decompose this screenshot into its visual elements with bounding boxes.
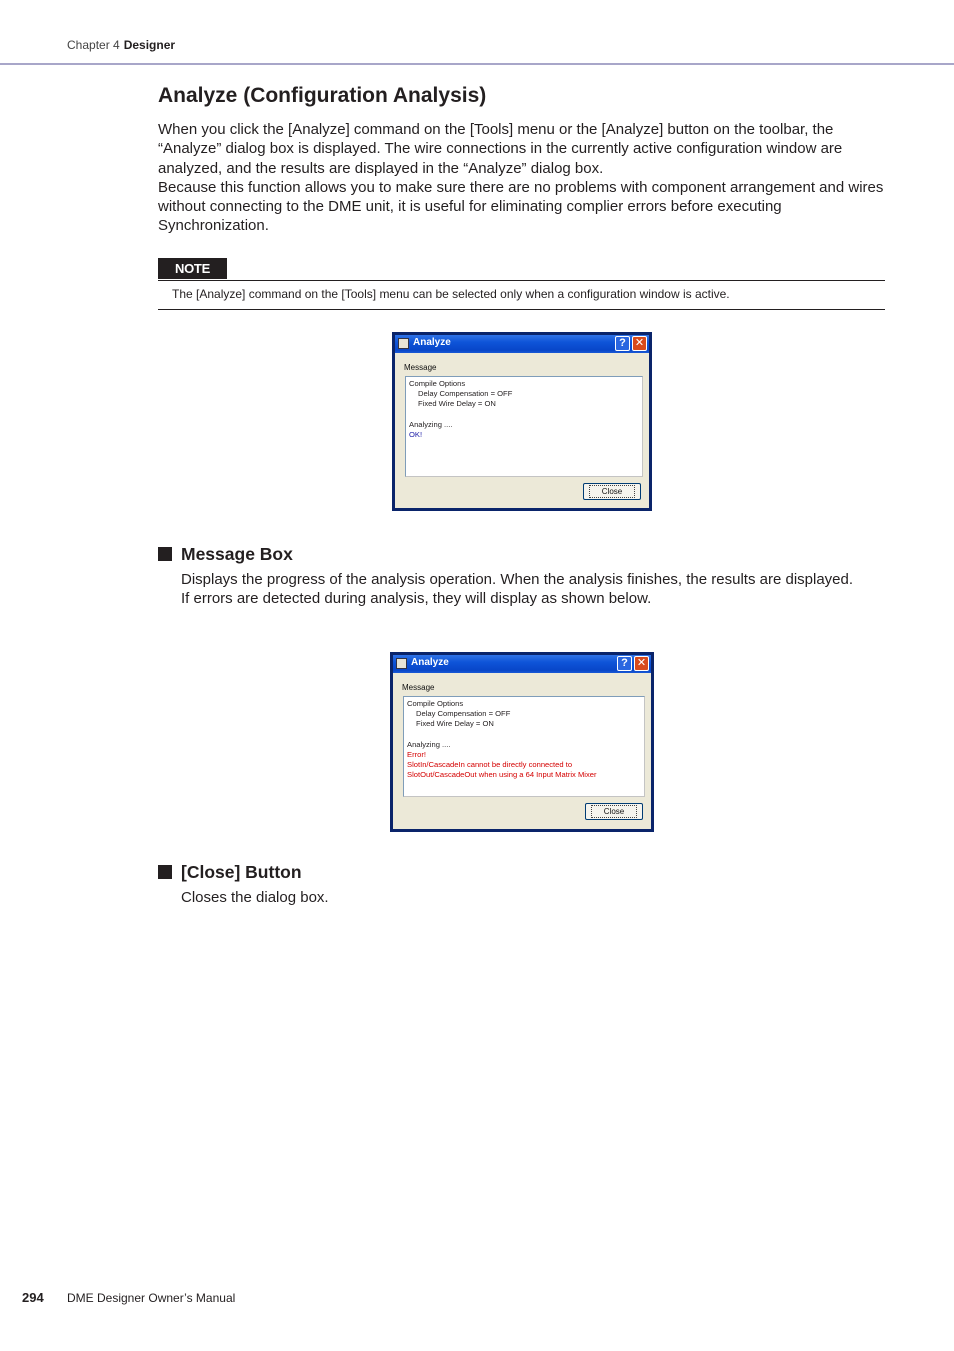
help-button[interactable]: ?	[615, 336, 630, 351]
message-label: Message	[404, 363, 437, 372]
breadcrumb	[67, 38, 175, 52]
message-line: Delay Compensation = OFF	[416, 709, 511, 718]
message-line-error: SlotIn/CascadeIn cannot be directly connected to	[407, 760, 573, 769]
square-bullet-icon	[158, 865, 172, 879]
close-icon[interactable]: ✕	[632, 336, 647, 351]
section-heading-message-box	[158, 544, 293, 565]
message-line: Fixed Wire Delay = ON	[416, 719, 494, 728]
analyze-dialog-error	[390, 652, 654, 832]
section-label: Designer	[123, 38, 176, 52]
dialog-client	[395, 353, 649, 508]
app-icon	[396, 658, 407, 669]
message-line: Analyzing ....	[407, 740, 451, 749]
chapter-label: Chapter 4	[67, 38, 120, 52]
body-paragraph: Closes the dialog box.	[181, 889, 329, 906]
section-heading-close-button	[158, 862, 302, 883]
message-line-error: SlotOut/CascadeOut when using a 64 Input Matrix Mixer	[407, 770, 597, 779]
section-heading-text: [Close] Button	[181, 862, 302, 882]
analyze-dialog-ok	[392, 332, 652, 511]
intro-text	[158, 120, 893, 236]
header-rule	[0, 63, 954, 65]
section-heading-text: Message Box	[181, 544, 293, 564]
page-title: Analyze (Configuration Analysis)	[158, 84, 487, 107]
body-paragraph: Displays the progress of the analysis operation. When the analysis finishes, the results are displayed.	[181, 571, 854, 588]
message-line-error: Error!	[407, 750, 426, 759]
dialog-title-bar[interactable]	[395, 335, 649, 353]
divider	[158, 309, 885, 310]
dialog-client	[393, 673, 651, 829]
intro-paragraph: Because this function allows you to make sure there are no problems with component arrangement and wires without connecting to the DME unit, it is useful for eliminating complier errors before executing Synchronization.	[158, 178, 884, 235]
section-body	[181, 888, 861, 907]
message-label: Message	[402, 683, 435, 692]
page-header	[0, 0, 954, 66]
dialog-title: Analyze	[411, 657, 449, 668]
intro-paragraph: When you click the [Analyze] command on the [Tools] menu or the [Analyze] button on the toolbar, the “Analyze” dialog box is displayed. The wire connections in the currently active configuration window are analyzed, and the results are displayed in the “Analyze” dialog box.	[158, 121, 843, 177]
message-line: Compile Options	[409, 379, 466, 388]
message-line: Fixed Wire Delay = ON	[418, 399, 496, 408]
body-paragraph: If errors are detected during analysis, they will display as shown below.	[181, 590, 652, 608]
message-box[interactable]	[403, 696, 645, 797]
message-line: Compile Options	[407, 699, 464, 708]
message-line-ok: OK!	[409, 430, 423, 439]
note-box	[158, 258, 885, 310]
square-bullet-icon	[158, 547, 172, 561]
dialog-title: Analyze	[413, 337, 451, 348]
close-button[interactable]: Close	[583, 483, 641, 500]
message-line: Delay Compensation = OFF	[418, 389, 513, 398]
close-icon[interactable]: ✕	[634, 656, 649, 671]
message-box[interactable]	[405, 376, 643, 477]
dialog-title-bar[interactable]	[393, 655, 651, 673]
page-number: 294	[22, 1290, 44, 1305]
section-body	[181, 570, 861, 609]
manual-title: DME Designer Owner’s Manual	[67, 1291, 236, 1305]
note-text: The [Analyze] command on the [Tools] menu can be selected only when a configuration window is active.	[172, 287, 730, 301]
close-button[interactable]: Close	[585, 803, 643, 820]
divider	[158, 280, 885, 281]
help-button[interactable]: ?	[617, 656, 632, 671]
message-line: Analyzing ....	[409, 420, 453, 429]
app-icon	[398, 338, 409, 349]
note-tag: NOTE	[158, 258, 227, 279]
